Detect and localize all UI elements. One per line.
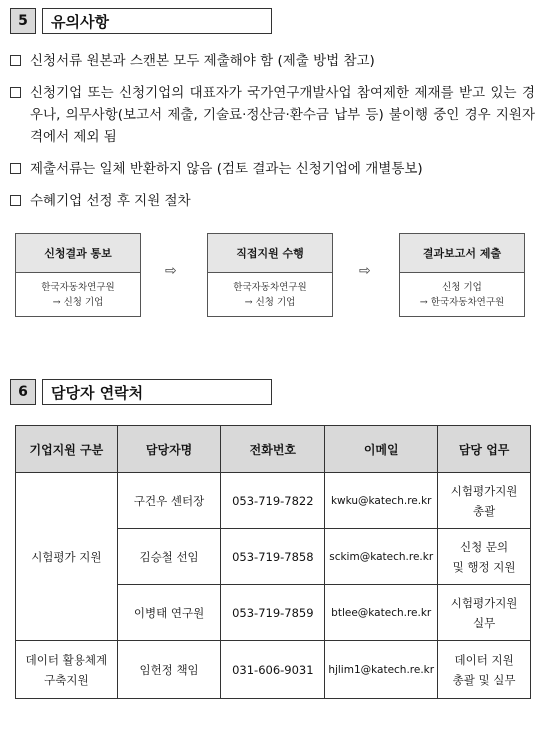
contact-duty: 데이터 지원 총괄 및 실무 bbox=[438, 641, 531, 699]
checkbox-bullet-icon bbox=[10, 195, 21, 206]
checkbox-bullet-icon bbox=[10, 55, 21, 66]
contact-email: btlee@katech.re.kr bbox=[325, 585, 438, 641]
list-item: 수혜기업 선정 후 지원 절차 bbox=[10, 190, 535, 212]
contact-email: sckim@katech.re.kr bbox=[325, 529, 438, 585]
column-header: 담당 업무 bbox=[438, 426, 531, 473]
right-arrow-icon: ⇨ bbox=[165, 263, 177, 279]
flow-step-2 bbox=[207, 233, 333, 317]
support-category-cell: 시험평가 지원 bbox=[16, 473, 118, 641]
notice-list bbox=[10, 50, 535, 222]
section-5-header bbox=[10, 8, 272, 34]
contact-duty: 시험평가지원 실무 bbox=[438, 585, 531, 641]
column-header: 담당자명 bbox=[117, 426, 221, 473]
contact-email: kwku@katech.re.kr bbox=[325, 473, 438, 529]
list-item: 신청서류 원본과 스캔본 모두 제출해야 함 (제출 방법 참고) bbox=[10, 50, 535, 72]
support-process-flow bbox=[15, 233, 525, 317]
flow-step-title: 결과보고서 제출 bbox=[400, 234, 524, 273]
flow-step-body: 신청 기업 → 한국자동차연구원 bbox=[419, 282, 505, 308]
section-number: 5 bbox=[10, 8, 36, 34]
contact-duty: 시험평가지원 총괄 bbox=[438, 473, 531, 529]
contact-duty: 신청 문의 및 행정 지원 bbox=[438, 529, 531, 585]
list-item: 제출서류는 일체 반환하지 않음 (검토 결과는 신청기업에 개별통보) bbox=[10, 158, 535, 180]
contact-name: 임헌정 책임 bbox=[117, 641, 221, 699]
column-header: 이메일 bbox=[325, 426, 438, 473]
section-title: 담당자 연락처 bbox=[42, 379, 272, 405]
right-arrow-icon: ⇨ bbox=[359, 263, 371, 279]
flow-step-1 bbox=[15, 233, 141, 317]
flow-step-title: 직접지원 수행 bbox=[208, 234, 332, 273]
flow-step-body: 한국자동차연구원 → 신청 기업 bbox=[41, 282, 115, 308]
contact-phone: 053-719-7858 bbox=[221, 529, 325, 585]
contact-phone: 053-719-7859 bbox=[221, 585, 325, 641]
section-number: 6 bbox=[10, 379, 36, 405]
section-6-header bbox=[10, 379, 272, 405]
table-row bbox=[16, 473, 531, 529]
list-item: 신청기업 또는 신청기업의 대표자가 국가연구개발사업 참여제한 제재를 받고 있는 경우나, 의무사항(보고서 제출, 기술료·정산금·환수금 납부 등) 불이행 중인 경우 지원자격에서 제외 됨 bbox=[10, 82, 535, 148]
support-category-cell: 데이터 활용체계 구축지원 bbox=[16, 641, 118, 699]
contact-name: 이병태 연구원 bbox=[117, 585, 221, 641]
contact-name: 구건우 센터장 bbox=[117, 473, 221, 529]
column-header: 전화번호 bbox=[221, 426, 325, 473]
table-row bbox=[16, 641, 531, 699]
column-header: 기업지원 구분 bbox=[16, 426, 118, 473]
contact-table bbox=[15, 425, 531, 699]
checkbox-bullet-icon bbox=[10, 163, 21, 174]
contact-phone: 031-606-9031 bbox=[221, 641, 325, 699]
contact-email: hjlim1@katech.re.kr bbox=[325, 641, 438, 699]
section-title: 유의사항 bbox=[42, 8, 272, 34]
checkbox-bullet-icon bbox=[10, 87, 21, 98]
table-header-row bbox=[16, 426, 531, 473]
flow-step-title: 신청결과 통보 bbox=[16, 234, 140, 273]
contact-name: 김승철 선임 bbox=[117, 529, 221, 585]
flow-step-3 bbox=[399, 233, 525, 317]
contact-phone: 053-719-7822 bbox=[221, 473, 325, 529]
flow-step-body: 한국자동차연구원 → 신청 기업 bbox=[233, 282, 307, 308]
